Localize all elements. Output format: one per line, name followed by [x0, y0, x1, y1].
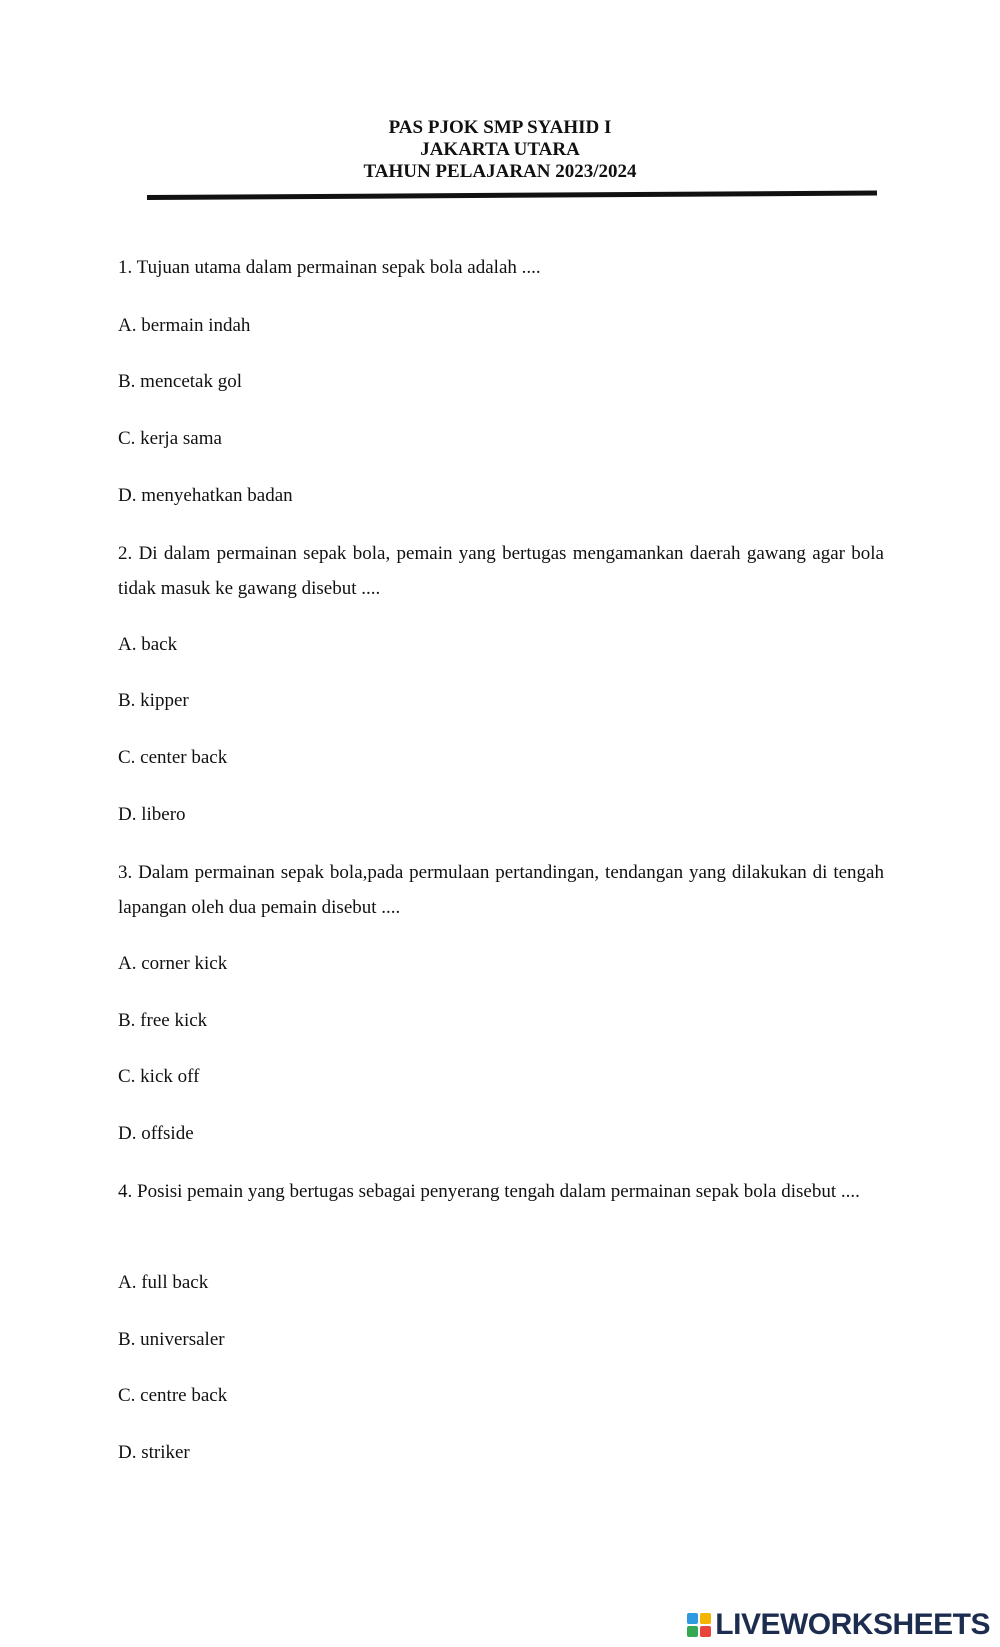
- question-1: 1. Tujuan utama dalam permainan sepak bola adalah ....: [118, 257, 541, 278]
- question-2: 2. Di dalam permainan sepak bola, pemain yang bertugas mengamankan daerah gawang agar bola tidak masuk ke gawang disebut ....: [118, 543, 884, 599]
- question-3-option-b: B. free kick: [118, 1010, 208, 1031]
- liveworksheets-logo-icon: [687, 1613, 711, 1637]
- question-1-option-a: A. bermain indah: [118, 315, 251, 336]
- header-divider: [147, 191, 877, 200]
- question-4-option-a: A. full back: [118, 1272, 209, 1293]
- logo-square-4: [700, 1626, 711, 1637]
- header-city: JAKARTA UTARA: [420, 139, 580, 160]
- question-2-option-d: D. libero: [118, 804, 186, 825]
- question-1-option-b: B. mencetak gol: [118, 371, 242, 392]
- question-2-option-c: C. center back: [118, 747, 228, 768]
- question-4-option-b: B. universaler: [118, 1329, 225, 1350]
- question-3-option-c: C. kick off: [118, 1066, 200, 1087]
- logo-text: LIVEWORKSHEETS: [715, 1608, 990, 1641]
- logo-square-1: [687, 1613, 698, 1624]
- header-year: TAHUN PELAJARAN 2023/2024: [363, 161, 637, 182]
- question-4-option-d: D. striker: [118, 1442, 190, 1463]
- liveworksheets-logo[interactable]: [687, 1609, 990, 1641]
- question-3-option-d: D. offside: [118, 1123, 194, 1144]
- question-4-option-c: C. centre back: [118, 1385, 228, 1406]
- question-3: 3. Dalam permainan sepak bola,pada permulaan pertandingan, tendangan yang dilakukan di tengah lapangan oleh dua pemain disebut ....: [118, 862, 884, 918]
- logo-square-2: [700, 1613, 711, 1624]
- question-2-option-a: A. back: [118, 634, 178, 655]
- question-2-option-b: B. kipper: [118, 690, 189, 711]
- logo-square-3: [687, 1626, 698, 1637]
- question-1-option-d: D. menyehatkan badan: [118, 485, 293, 506]
- question-3-option-a: A. corner kick: [118, 953, 228, 974]
- header-school: PAS PJOK SMP SYAHID I: [388, 117, 612, 138]
- question-4: 4. Posisi pemain yang bertugas sebagai penyerang tengah dalam permainan sepak bola disebut ....: [118, 1181, 860, 1202]
- question-1-option-c: C. kerja sama: [118, 428, 222, 449]
- document-header: [0, 117, 1000, 183]
